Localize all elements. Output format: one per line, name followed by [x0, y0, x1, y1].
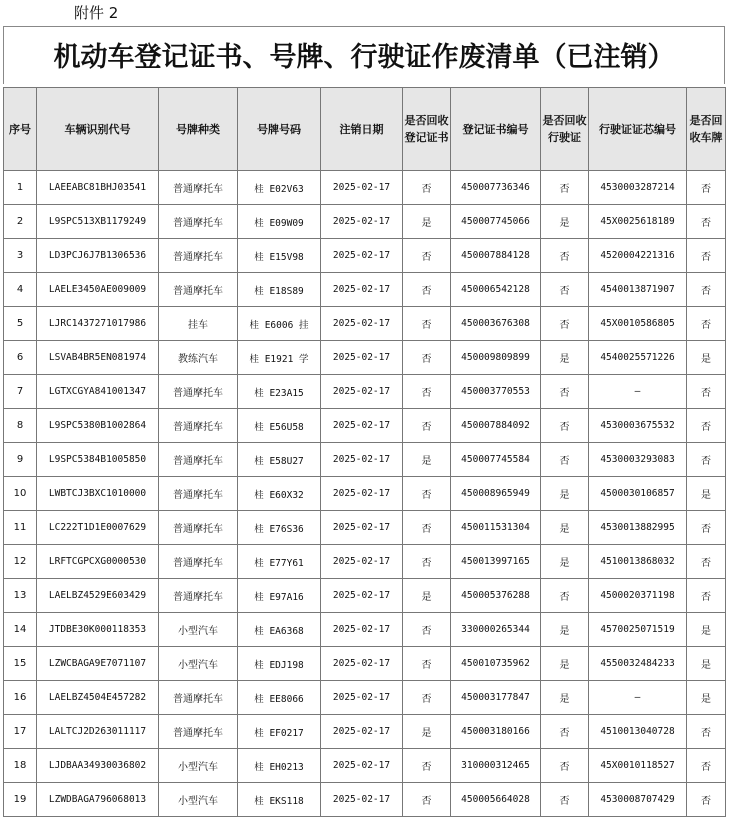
header-license-no: 行驶证证芯编号	[589, 88, 687, 171]
document-title: 机动车登记证书、号牌、行驶证作废清单（已注销）	[53, 42, 675, 73]
cell-plate-type: 普通摩托车	[159, 205, 238, 239]
cell-plate-returned: 否	[687, 443, 726, 477]
cell-cert-returned: 是	[403, 579, 451, 613]
table-row	[4, 783, 726, 817]
cell-cancel-date: 2025-02-17	[321, 239, 403, 273]
cell-plate-no: 桂 EA6368	[238, 613, 321, 647]
cell-cert-returned: 否	[403, 647, 451, 681]
cell-vin: L9SPC5380B1002864	[37, 409, 159, 443]
cell-plate-no: 桂 E60X32	[238, 477, 321, 511]
attachment-label: 附件 2	[74, 4, 119, 22]
cell-cert-no: 450003770553	[451, 375, 541, 409]
cell-plate-type: 教练汽车	[159, 341, 238, 375]
cell-cancel-date: 2025-02-17	[321, 715, 403, 749]
cell-cancel-date: 2025-02-17	[321, 341, 403, 375]
cell-vin: L9SPC5384B1005850	[37, 443, 159, 477]
cell-vin: LJDBAA34930036802	[37, 749, 159, 783]
header-plate-returned: 是否回收车牌	[687, 88, 726, 171]
cell-cert-returned: 否	[403, 273, 451, 307]
cell-plate-type: 普通摩托车	[159, 273, 238, 307]
cell-license-returned: 否	[541, 171, 589, 205]
cell-plate-no: 桂 E09W09	[238, 205, 321, 239]
cell-cert-returned: 是	[403, 443, 451, 477]
cell-license-returned: 是	[541, 205, 589, 239]
cell-cert-no: 450008965949	[451, 477, 541, 511]
cell-license-returned: 否	[541, 443, 589, 477]
table-row	[4, 613, 726, 647]
cell-seq: 1	[4, 171, 37, 205]
cell-license-no: —	[589, 375, 687, 409]
cell-cert-returned: 否	[403, 409, 451, 443]
cell-plate-type: 普通摩托车	[159, 171, 238, 205]
cell-license-returned: 是	[541, 681, 589, 715]
cell-plate-returned: 是	[687, 681, 726, 715]
cell-license-returned: 是	[541, 647, 589, 681]
cell-plate-type: 普通摩托车	[159, 545, 238, 579]
cell-plate-type: 普通摩托车	[159, 443, 238, 477]
cell-cancel-date: 2025-02-17	[321, 205, 403, 239]
cell-license-no: 4500020371198	[589, 579, 687, 613]
cell-cert-no: 450007745584	[451, 443, 541, 477]
cell-license-returned: 否	[541, 239, 589, 273]
cell-vin: LWBTCJ3BXC1010000	[37, 477, 159, 511]
cell-cancel-date: 2025-02-17	[321, 307, 403, 341]
cell-plate-no: 桂 E02V63	[238, 171, 321, 205]
cell-plate-type: 普通摩托车	[159, 715, 238, 749]
cell-cert-returned: 是	[403, 205, 451, 239]
cell-vin: JTDBE30K000118353	[37, 613, 159, 647]
cell-cert-no: 450009809899	[451, 341, 541, 375]
cell-license-no: 4530013882995	[589, 511, 687, 545]
table-row	[4, 375, 726, 409]
cell-plate-returned: 否	[687, 579, 726, 613]
cell-cancel-date: 2025-02-17	[321, 579, 403, 613]
cell-license-no: 4540025571226	[589, 341, 687, 375]
header-cancel-date: 注销日期	[321, 88, 403, 171]
cell-plate-no: 桂 E1921 学	[238, 341, 321, 375]
cell-plate-no: 桂 EE8066	[238, 681, 321, 715]
cell-cert-no: 450003676308	[451, 307, 541, 341]
cell-vin: LAEEABC81BHJ03541	[37, 171, 159, 205]
cell-plate-no: 桂 EH0213	[238, 749, 321, 783]
header-vin: 车辆识别代号	[37, 88, 159, 171]
cell-cert-no: 450011531304	[451, 511, 541, 545]
cell-license-no: 45X0025618189	[589, 205, 687, 239]
cell-vin: LJRC1437271017986	[37, 307, 159, 341]
cell-vin: LSVAB4BR5EN081974	[37, 341, 159, 375]
table-row	[4, 681, 726, 715]
cell-seq: 4	[4, 273, 37, 307]
cell-cancel-date: 2025-02-17	[321, 681, 403, 715]
cell-seq: 8	[4, 409, 37, 443]
cell-cert-returned: 否	[403, 171, 451, 205]
cell-plate-returned: 否	[687, 715, 726, 749]
header-plate-type: 号牌种类	[159, 88, 238, 171]
cell-plate-no: 桂 E76S36	[238, 511, 321, 545]
cell-license-no: 4570025071519	[589, 613, 687, 647]
table-row	[4, 545, 726, 579]
cell-plate-type: 小型汽车	[159, 749, 238, 783]
cell-license-returned: 否	[541, 375, 589, 409]
cell-plate-type: 普通摩托车	[159, 579, 238, 613]
cell-plate-returned: 否	[687, 783, 726, 817]
cell-license-no: 4530003293083	[589, 443, 687, 477]
cell-license-no: 4500030106857	[589, 477, 687, 511]
cell-cert-returned: 否	[403, 613, 451, 647]
cell-plate-no: 桂 EF0217	[238, 715, 321, 749]
cell-seq: 3	[4, 239, 37, 273]
cell-seq: 5	[4, 307, 37, 341]
cell-license-no: 45X0010586805	[589, 307, 687, 341]
cell-cert-returned: 否	[403, 545, 451, 579]
cell-cancel-date: 2025-02-17	[321, 409, 403, 443]
title-box	[3, 26, 725, 84]
cell-cancel-date: 2025-02-17	[321, 749, 403, 783]
cell-plate-returned: 否	[687, 545, 726, 579]
cell-license-returned: 否	[541, 749, 589, 783]
cell-cancel-date: 2025-02-17	[321, 477, 403, 511]
cell-plate-returned: 否	[687, 511, 726, 545]
cell-cert-returned: 否	[403, 477, 451, 511]
cell-plate-returned: 否	[687, 375, 726, 409]
cell-vin: LALTCJ2D263011117	[37, 715, 159, 749]
cell-plate-type: 普通摩托车	[159, 511, 238, 545]
cell-seq: 11	[4, 511, 37, 545]
cell-vin: LD3PCJ6J7B1306536	[37, 239, 159, 273]
cell-cert-no: 450007884092	[451, 409, 541, 443]
cell-plate-type: 普通摩托车	[159, 477, 238, 511]
cell-plate-no: 桂 E6006 挂	[238, 307, 321, 341]
cell-license-returned: 是	[541, 477, 589, 511]
cell-license-returned: 是	[541, 341, 589, 375]
cell-vin: LZWCBAGA9E7071107	[37, 647, 159, 681]
table-row	[4, 409, 726, 443]
cell-cancel-date: 2025-02-17	[321, 375, 403, 409]
cell-cert-returned: 否	[403, 511, 451, 545]
table-row	[4, 205, 726, 239]
table-row	[4, 715, 726, 749]
cell-vin: LGTXCGYA841001347	[37, 375, 159, 409]
cell-seq: 14	[4, 613, 37, 647]
cell-vin: LAELBZ4504E457282	[37, 681, 159, 715]
cell-plate-no: 桂 E15V98	[238, 239, 321, 273]
cell-license-no: 4520004221316	[589, 239, 687, 273]
cell-cert-no: 450006542128	[451, 273, 541, 307]
table-row	[4, 647, 726, 681]
cell-cert-returned: 否	[403, 307, 451, 341]
cell-seq: 13	[4, 579, 37, 613]
cell-cancel-date: 2025-02-17	[321, 613, 403, 647]
header-plate-no: 号牌号码	[238, 88, 321, 171]
cell-plate-returned: 是	[687, 341, 726, 375]
header-license-returned: 是否回收行驶证	[541, 88, 589, 171]
cell-cert-no: 450007745066	[451, 205, 541, 239]
cell-cert-no: 330000265344	[451, 613, 541, 647]
table-row	[4, 341, 726, 375]
cell-plate-returned: 否	[687, 307, 726, 341]
cell-license-returned: 是	[541, 613, 589, 647]
cell-plate-no: 桂 E58U27	[238, 443, 321, 477]
cell-plate-returned: 是	[687, 477, 726, 511]
cell-seq: 9	[4, 443, 37, 477]
cell-plate-no: 桂 EDJ198	[238, 647, 321, 681]
table-row	[4, 443, 726, 477]
table-row	[4, 171, 726, 205]
cell-cancel-date: 2025-02-17	[321, 171, 403, 205]
cell-plate-returned: 否	[687, 749, 726, 783]
cell-plate-returned: 是	[687, 647, 726, 681]
cell-vin: LAELBZ4529E603429	[37, 579, 159, 613]
cell-cert-no: 450003177847	[451, 681, 541, 715]
cell-cancel-date: 2025-02-17	[321, 443, 403, 477]
cell-cancel-date: 2025-02-17	[321, 273, 403, 307]
cell-cert-returned: 否	[403, 681, 451, 715]
table-header-row	[4, 88, 726, 171]
cell-cert-returned: 是	[403, 715, 451, 749]
cell-cert-returned: 否	[403, 783, 451, 817]
cell-seq: 12	[4, 545, 37, 579]
cell-cert-no: 450007736346	[451, 171, 541, 205]
cell-cert-no: 450010735962	[451, 647, 541, 681]
cell-plate-returned: 否	[687, 273, 726, 307]
cell-cert-no: 310000312465	[451, 749, 541, 783]
cell-license-returned: 是	[541, 545, 589, 579]
cell-seq: 16	[4, 681, 37, 715]
cell-plate-returned: 否	[687, 239, 726, 273]
cell-plate-type: 普通摩托车	[159, 681, 238, 715]
cell-cert-no: 450007884128	[451, 239, 541, 273]
table-row	[4, 511, 726, 545]
cell-plate-type: 小型汽车	[159, 613, 238, 647]
cell-plate-no: 桂 EKS118	[238, 783, 321, 817]
cell-plate-returned: 否	[687, 409, 726, 443]
table-row	[4, 477, 726, 511]
cell-plate-no: 桂 E77Y61	[238, 545, 321, 579]
table-row	[4, 579, 726, 613]
cell-vin: LZWDBAGA796068013	[37, 783, 159, 817]
cell-license-returned: 否	[541, 715, 589, 749]
cell-cert-no: 450003180166	[451, 715, 541, 749]
cell-cancel-date: 2025-02-17	[321, 783, 403, 817]
cell-license-no: 4510013040728	[589, 715, 687, 749]
cell-cert-no: 450013997165	[451, 545, 541, 579]
cell-license-no: 4530003675532	[589, 409, 687, 443]
cell-seq: 19	[4, 783, 37, 817]
cell-cert-no: 450005376288	[451, 579, 541, 613]
table-row	[4, 239, 726, 273]
cell-plate-no: 桂 E97A16	[238, 579, 321, 613]
cell-seq: 18	[4, 749, 37, 783]
cell-vin: LAELE3450AE009009	[37, 273, 159, 307]
cell-plate-no: 桂 E23A15	[238, 375, 321, 409]
cell-plate-returned: 否	[687, 205, 726, 239]
cell-seq: 7	[4, 375, 37, 409]
cell-cert-returned: 否	[403, 341, 451, 375]
cell-vin: L9SPC513XB1179249	[37, 205, 159, 239]
cell-seq: 6	[4, 341, 37, 375]
cell-plate-returned: 否	[687, 171, 726, 205]
header-cert-returned: 是否回收登记证书	[403, 88, 451, 171]
cell-seq: 17	[4, 715, 37, 749]
cell-license-returned: 否	[541, 409, 589, 443]
cell-cert-no: 450005664028	[451, 783, 541, 817]
cell-plate-type: 挂车	[159, 307, 238, 341]
cell-license-returned: 否	[541, 307, 589, 341]
cell-seq: 10	[4, 477, 37, 511]
cell-cancel-date: 2025-02-17	[321, 511, 403, 545]
table-row	[4, 273, 726, 307]
cell-plate-type: 小型汽车	[159, 783, 238, 817]
cell-cancel-date: 2025-02-17	[321, 545, 403, 579]
cell-license-no: 4510013868032	[589, 545, 687, 579]
cell-cancel-date: 2025-02-17	[321, 647, 403, 681]
cell-license-returned: 是	[541, 511, 589, 545]
table-row	[4, 749, 726, 783]
cell-seq: 15	[4, 647, 37, 681]
cell-license-returned: 否	[541, 579, 589, 613]
cell-cert-returned: 否	[403, 749, 451, 783]
cell-license-returned: 否	[541, 273, 589, 307]
cell-license-no: —	[589, 681, 687, 715]
cell-plate-no: 桂 E18S89	[238, 273, 321, 307]
cell-plate-type: 普通摩托车	[159, 375, 238, 409]
cell-license-no: 4530008707429	[589, 783, 687, 817]
cell-plate-returned: 是	[687, 613, 726, 647]
cell-plate-no: 桂 E56U58	[238, 409, 321, 443]
deregistration-table	[3, 87, 726, 817]
header-cert-no: 登记证书编号	[451, 88, 541, 171]
cell-license-no: 4540013871907	[589, 273, 687, 307]
cell-license-returned: 否	[541, 783, 589, 817]
cell-cert-returned: 否	[403, 375, 451, 409]
cell-plate-type: 小型汽车	[159, 647, 238, 681]
cell-license-no: 4530003287214	[589, 171, 687, 205]
cell-plate-type: 普通摩托车	[159, 239, 238, 273]
cell-cert-returned: 否	[403, 239, 451, 273]
cell-license-no: 45X0010118527	[589, 749, 687, 783]
cell-seq: 2	[4, 205, 37, 239]
cell-vin: LRFTCGPCXG0000530	[37, 545, 159, 579]
cell-plate-type: 普通摩托车	[159, 409, 238, 443]
cell-license-no: 4550032484233	[589, 647, 687, 681]
header-seq: 序号	[4, 88, 37, 171]
cell-vin: LC222T1D1E0007629	[37, 511, 159, 545]
table-body	[4, 171, 726, 817]
table-row	[4, 307, 726, 341]
